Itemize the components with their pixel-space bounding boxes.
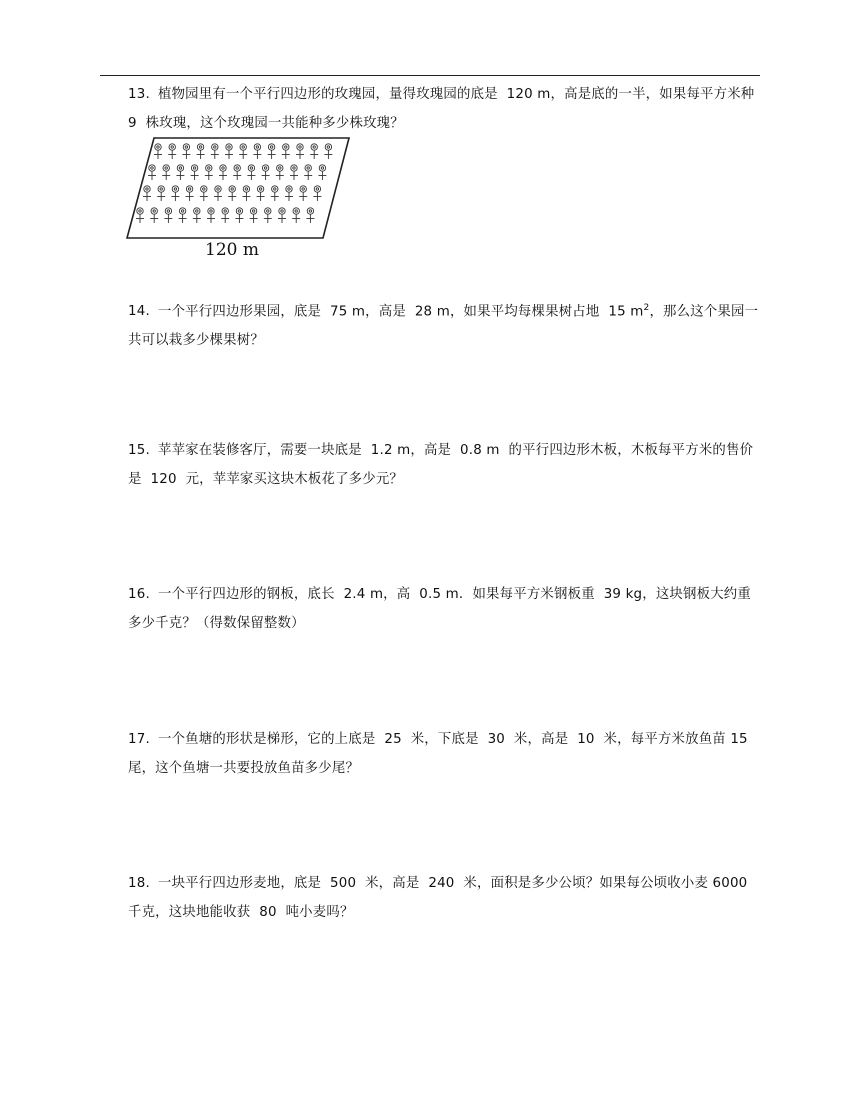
rose-flower-icon (205, 165, 213, 180)
question-number: 13. (128, 87, 150, 102)
question-number: 14. (128, 304, 150, 320)
rose-flower-icon (179, 208, 187, 223)
rose-flower-icon (186, 186, 194, 201)
question-13 (128, 80, 762, 138)
rose-flower-icon (168, 144, 176, 159)
rose-flower-icon (276, 165, 284, 180)
rose-flower-icon (285, 186, 293, 201)
rose-flower-icon (211, 144, 219, 159)
rose-flower-icon (157, 186, 165, 201)
superscript-exponent: 2 (643, 303, 650, 313)
rose-flower-icon (257, 186, 265, 201)
rose-flower-icon (214, 186, 222, 201)
rose-flower-icon (136, 208, 144, 223)
rose-flower-icon (182, 144, 190, 159)
rose-flower-icon (299, 186, 307, 201)
rose-flower-icon (148, 165, 156, 180)
rose-flower-icon (268, 144, 276, 159)
rose-flower-icon (247, 165, 255, 180)
question-text: 一个平行四边形果园，底是 75 m，高是 28 m，如果平均每棵果树占地 15 m (158, 304, 644, 320)
rose-flower-icon (233, 165, 241, 180)
rose-flower-icon (324, 144, 332, 159)
header-rule (100, 75, 760, 76)
rose-flower-icon (191, 165, 199, 180)
rose-flower-icon (200, 186, 208, 201)
rose-flower-icon (306, 208, 314, 223)
question-number: 15. (128, 443, 150, 458)
question-text: 植物园里有一个平行四边形的玫瑰园，量得玫瑰园的底是 120 m，高是底的一半，如果每平方米种 9 株玫瑰，这个玫瑰园一共能种多少株玫瑰？ (128, 87, 764, 131)
rose-flower-icon (171, 186, 179, 201)
base-label: 120 m (205, 240, 259, 260)
rose-flower-icon (143, 186, 151, 201)
rose-flower-icon (304, 165, 312, 180)
rose-flower-icon (313, 186, 321, 201)
rose-flower-icon (221, 208, 229, 223)
rose-flower-icon (197, 144, 205, 159)
question-16 (128, 580, 762, 638)
parallelogram-diagram (126, 137, 352, 243)
rose-flower-icon (262, 165, 270, 180)
rose-flower-icon (253, 144, 261, 159)
rose-flower-icon (242, 186, 250, 201)
question-text-continued: ，那么这个果园一共可以栽多少棵果树？ (128, 304, 759, 349)
question-15 (128, 436, 762, 494)
question-text: 一个鱼塘的形状是梯形，它的上底是 25 米，下底是 30 米，高是 10 米，每平方米放鱼苗 15 尾，这个鱼塘一共要投放鱼苗多少尾？ (128, 732, 757, 776)
rose-flower-icon (264, 208, 272, 223)
rose-flower-icon (150, 208, 158, 223)
question-14 (128, 294, 762, 355)
rose-flower-icon (296, 144, 304, 159)
rose-flower-icon (282, 144, 290, 159)
rose-flower-icon (271, 186, 279, 201)
question-18 (128, 869, 762, 927)
rose-flower-icon (239, 144, 247, 159)
rose-flower-icon (164, 208, 172, 223)
rose-flower-icon (193, 208, 201, 223)
rose-flowers (136, 144, 332, 223)
question-number: 17. (128, 732, 150, 747)
rose-flower-icon (310, 144, 318, 159)
rose-flower-icon (225, 144, 233, 159)
question-text: 苹苹家在装修客厅，需要一块底是 1.2 m，高是 0.8 m 的平行四边形木板，木板每平方米的售价是 120 元，苹苹家买这块木板花了多少元？ (128, 443, 754, 487)
rose-flower-icon (278, 208, 286, 223)
rose-flower-icon (207, 208, 215, 223)
rose-flower-icon (292, 208, 300, 223)
rose-flower-icon (228, 186, 236, 201)
question-17 (128, 725, 762, 783)
rose-flower-icon (235, 208, 243, 223)
rose-flower-icon (154, 144, 162, 159)
rose-flower-icon (250, 208, 258, 223)
question-text: 一个平行四边形的钢板，底长 2.4 m，高 0.5 m．如果每平方米钢板重 39 kg，这块钢板大约重多少千克？（得数保留整数） (128, 587, 751, 631)
rose-flower-icon (162, 165, 170, 180)
rose-flower-icon (176, 165, 184, 180)
rose-flower-icon (219, 165, 227, 180)
question-number: 18. (128, 876, 150, 891)
question-number: 16. (128, 587, 150, 602)
rose-flower-icon (318, 165, 326, 180)
question-text: 一块平行四边形麦地，底是 500 米，高是 240 米，面积是多少公顷？如果每公顷收小麦 6000 千克，这块地能收获 80 吨小麦吗？ (128, 876, 757, 920)
rose-flower-icon (290, 165, 298, 180)
